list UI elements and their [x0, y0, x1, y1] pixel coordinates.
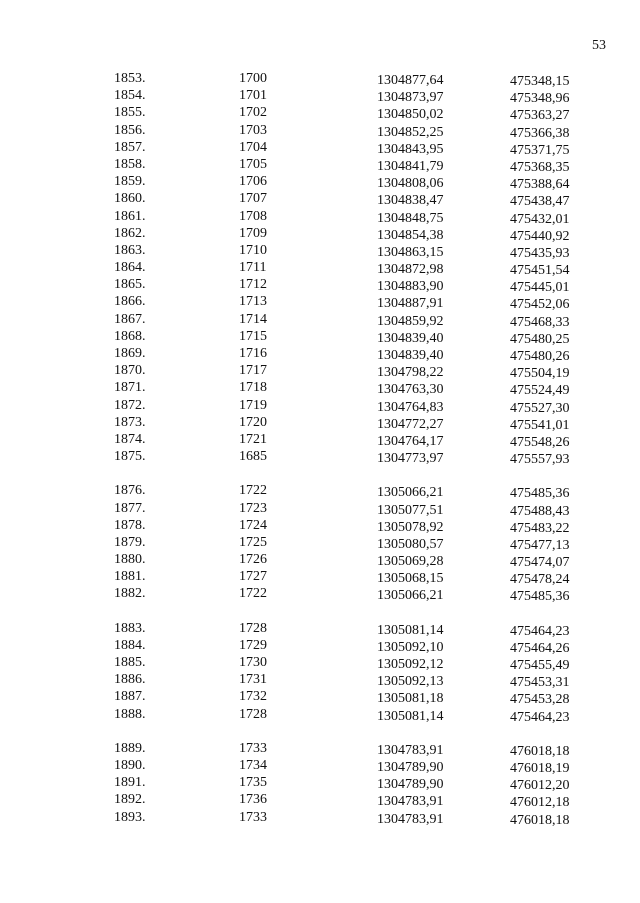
point-id: 1708 [239, 208, 267, 224]
y-coordinate: 475468,33 [510, 314, 570, 330]
y-coordinate: 475527,30 [510, 400, 570, 416]
point-id: 1709 [239, 225, 267, 241]
row-number: 1874. [114, 431, 146, 447]
y-coordinate: 475464,23 [510, 709, 570, 725]
table-row [0, 500, 640, 517]
x-coordinate: 1304877,64 [377, 73, 444, 88]
point-id: 1732 [239, 689, 267, 705]
row-number: 1855. [114, 105, 146, 121]
point-id: 1727 [239, 569, 267, 585]
x-coordinate: 1304783,91 [377, 794, 444, 810]
x-coordinate: 1304848,75 [377, 210, 444, 226]
x-coordinate: 1305077,51 [377, 502, 444, 518]
table-row [0, 551, 640, 571]
x-coordinate: 1304859,92 [377, 313, 444, 329]
row-number: 1863. [114, 242, 146, 258]
table-row [0, 293, 640, 313]
point-id: 1726 [239, 552, 267, 568]
x-coordinate: 1304783,91 [377, 811, 444, 827]
y-coordinate: 475451,54 [510, 263, 570, 279]
point-id: 1711 [239, 260, 267, 276]
table-row [0, 671, 640, 691]
point-id: 1700 [239, 71, 267, 86]
point-id: 1716 [239, 346, 267, 361]
y-coordinate: 475368,35 [510, 159, 570, 175]
point-id: 1717 [239, 363, 267, 379]
row-number: 1870. [114, 363, 146, 379]
x-coordinate: 1304789,90 [377, 759, 444, 775]
y-coordinate: 475371,75 [510, 142, 570, 158]
y-coordinate: 475480,26 [510, 349, 570, 364]
y-coordinate: 475348,96 [510, 91, 570, 107]
x-coordinate: 1304763,30 [377, 382, 444, 398]
y-coordinate: 475363,27 [510, 108, 570, 124]
y-coordinate: 475455,49 [510, 658, 570, 673]
table-row [0, 139, 640, 156]
x-coordinate: 1305069,28 [377, 554, 444, 570]
table-row [0, 534, 640, 551]
x-coordinate: 1304798,22 [377, 365, 444, 381]
row-number: 1883. [114, 620, 146, 636]
point-id: 1718 [239, 380, 267, 396]
table-row [0, 104, 640, 124]
point-id: 1702 [239, 105, 267, 121]
row-number: 1892. [114, 792, 146, 808]
y-coordinate: 475432,01 [510, 211, 570, 227]
y-coordinate: 476018,18 [510, 812, 570, 828]
y-coordinate: 475480,25 [510, 331, 570, 347]
x-coordinate: 1304850,02 [377, 107, 444, 123]
point-id: 1701 [239, 88, 267, 104]
row-number: 1873. [114, 414, 146, 430]
table-row [0, 774, 640, 794]
table-row [0, 362, 640, 382]
x-coordinate: 1304808,06 [377, 176, 444, 192]
row-number: 1871. [114, 380, 146, 396]
point-id: 1724 [239, 517, 267, 533]
point-id: 1728 [239, 706, 267, 722]
x-coordinate: 1304764,83 [377, 399, 444, 415]
y-coordinate: 475541,01 [510, 417, 570, 433]
y-coordinate: 475477,13 [510, 537, 570, 553]
table-row [0, 311, 640, 328]
point-id: 1733 [239, 809, 267, 825]
point-id: 1725 [239, 534, 267, 550]
table-row [0, 259, 640, 279]
point-id: 1722 [239, 586, 267, 602]
x-coordinate: 1304841,79 [377, 158, 444, 174]
row-number: 1884. [114, 637, 146, 653]
point-id: 1713 [239, 294, 267, 310]
point-id: 1736 [239, 792, 267, 808]
row-number: 1859. [114, 174, 146, 190]
row-number: 1869. [114, 346, 146, 361]
row-number: 1880. [114, 552, 146, 568]
row-number: 1864. [114, 260, 146, 276]
point-id: 1719 [239, 397, 267, 413]
y-coordinate: 475478,24 [510, 572, 570, 588]
x-coordinate: 1304839,40 [377, 348, 444, 363]
table-group [0, 482, 640, 605]
table-row [0, 620, 640, 637]
x-coordinate: 1305092,12 [377, 657, 444, 672]
table-row [0, 225, 640, 242]
y-coordinate: 476012,20 [510, 778, 570, 794]
y-coordinate: 475435,93 [510, 245, 570, 261]
y-coordinate: 475440,92 [510, 228, 570, 244]
table-row [0, 482, 640, 502]
x-coordinate: 1304873,97 [377, 90, 444, 106]
table-row [0, 654, 640, 671]
row-number: 1875. [114, 449, 146, 465]
x-coordinate: 1304852,25 [377, 124, 444, 140]
x-coordinate: 1305078,92 [377, 519, 444, 535]
y-coordinate: 475453,28 [510, 692, 570, 708]
point-id: 1720 [239, 414, 267, 430]
point-id: 1722 [239, 483, 267, 499]
row-number: 1866. [114, 294, 146, 310]
y-coordinate: 475488,43 [510, 503, 570, 519]
point-id: 1733 [239, 740, 267, 756]
table-row [0, 791, 640, 811]
y-coordinate: 475438,47 [510, 194, 570, 210]
point-id: 1703 [239, 122, 267, 138]
y-coordinate: 475464,23 [510, 623, 570, 639]
y-coordinate: 475452,06 [510, 297, 570, 313]
point-id: 1723 [239, 500, 267, 516]
x-coordinate: 1304883,90 [377, 279, 444, 295]
x-coordinate: 1304843,95 [377, 141, 444, 157]
point-id: 1707 [239, 191, 267, 207]
point-id: 1715 [239, 328, 267, 344]
table-row [0, 208, 640, 225]
y-coordinate: 475453,31 [510, 675, 570, 691]
table-row [0, 568, 640, 588]
row-number: 1881. [114, 569, 146, 585]
row-number: 1865. [114, 277, 146, 293]
x-coordinate: 1305092,13 [377, 674, 444, 690]
table-row [0, 87, 640, 107]
x-coordinate: 1304863,15 [377, 244, 444, 260]
x-coordinate: 1304783,91 [377, 742, 444, 758]
table-row [0, 156, 640, 173]
table-row [0, 190, 640, 210]
x-coordinate: 1304764,17 [377, 433, 444, 449]
x-coordinate: 1305066,21 [377, 588, 444, 604]
row-number: 1893. [114, 809, 146, 825]
x-coordinate: 1304887,91 [377, 296, 444, 312]
x-coordinate: 1304839,40 [377, 330, 444, 346]
x-coordinate: 1305081,18 [377, 691, 444, 707]
table-row [0, 345, 640, 362]
x-coordinate: 1304773,97 [377, 451, 444, 467]
x-coordinate: 1305081,14 [377, 622, 444, 638]
row-number: 1853. [114, 71, 146, 86]
row-number: 1854. [114, 88, 146, 104]
y-coordinate: 475445,01 [510, 280, 570, 296]
table-row [0, 70, 640, 87]
point-id: 1728 [239, 620, 267, 636]
x-coordinate: 1304838,47 [377, 193, 444, 209]
table-row [0, 517, 640, 534]
row-number: 1878. [114, 517, 146, 533]
table-row [0, 809, 640, 826]
table-row [0, 448, 640, 468]
x-coordinate: 1305092,10 [377, 639, 444, 655]
row-number: 1879. [114, 534, 146, 550]
point-id: 1704 [239, 139, 267, 155]
row-number: 1886. [114, 672, 146, 688]
x-coordinate: 1304872,98 [377, 262, 444, 278]
row-number: 1867. [114, 311, 146, 327]
row-number: 1877. [114, 500, 146, 516]
x-coordinate: 1304789,90 [377, 777, 444, 793]
coordinates-table [0, 70, 640, 843]
x-coordinate: 1305080,57 [377, 536, 444, 552]
table-row [0, 328, 640, 345]
y-coordinate: 475548,26 [510, 434, 570, 450]
table-row [0, 242, 640, 259]
point-id: 1712 [239, 277, 267, 293]
row-number: 1882. [114, 586, 146, 602]
y-coordinate: 475388,64 [510, 177, 570, 193]
point-id: 1734 [239, 757, 267, 773]
x-coordinate: 1304772,27 [377, 416, 444, 432]
point-id: 1714 [239, 311, 267, 327]
y-coordinate: 475485,36 [510, 486, 570, 502]
x-coordinate: 1305066,21 [377, 485, 444, 501]
table-row [0, 414, 640, 431]
y-coordinate: 475366,38 [510, 125, 570, 141]
table-row [0, 706, 640, 723]
y-coordinate: 476018,18 [510, 743, 570, 759]
row-number: 1872. [114, 397, 146, 413]
row-number: 1876. [114, 483, 146, 499]
y-coordinate: 475464,26 [510, 640, 570, 656]
row-number: 1856. [114, 122, 146, 138]
point-id: 1735 [239, 775, 267, 791]
row-number: 1858. [114, 156, 146, 172]
table-row [0, 688, 640, 708]
x-coordinate: 1304854,38 [377, 227, 444, 243]
y-coordinate: 475483,22 [510, 520, 570, 536]
table-row [0, 397, 640, 414]
table-row [0, 637, 640, 654]
table-row [0, 757, 640, 774]
table-row [0, 379, 640, 399]
row-number: 1860. [114, 191, 146, 207]
y-coordinate: 476012,18 [510, 795, 570, 811]
point-id: 1730 [239, 655, 267, 670]
y-coordinate: 476018,19 [510, 760, 570, 776]
point-id: 1721 [239, 431, 267, 447]
row-number: 1887. [114, 689, 146, 705]
page-number: 53 [592, 38, 606, 53]
table-row [0, 173, 640, 193]
table-group [0, 70, 640, 468]
point-id: 1731 [239, 672, 267, 688]
point-id: 1710 [239, 242, 267, 258]
table-row [0, 276, 640, 296]
y-coordinate: 475348,15 [510, 74, 570, 89]
point-id: 1729 [239, 637, 267, 653]
table-row [0, 431, 640, 448]
x-coordinate: 1305081,14 [377, 708, 444, 724]
row-number: 1890. [114, 757, 146, 773]
table-group [0, 740, 640, 826]
table-row [0, 122, 640, 139]
table-group [0, 620, 640, 723]
row-number: 1891. [114, 775, 146, 791]
row-number: 1857. [114, 139, 146, 155]
y-coordinate: 475485,36 [510, 589, 570, 605]
row-number: 1885. [114, 655, 146, 670]
y-coordinate: 475474,07 [510, 555, 570, 571]
point-id: 1685 [239, 449, 267, 465]
y-coordinate: 475504,19 [510, 366, 570, 382]
point-id: 1705 [239, 156, 267, 172]
y-coordinate: 475557,93 [510, 452, 570, 468]
row-number: 1861. [114, 208, 146, 224]
point-id: 1706 [239, 174, 267, 190]
row-number: 1888. [114, 706, 146, 722]
table-row [0, 740, 640, 757]
y-coordinate: 475524,49 [510, 383, 570, 399]
row-number: 1889. [114, 740, 146, 756]
row-number: 1862. [114, 225, 146, 241]
x-coordinate: 1305068,15 [377, 571, 444, 587]
row-number: 1868. [114, 328, 146, 344]
table-row [0, 585, 640, 605]
